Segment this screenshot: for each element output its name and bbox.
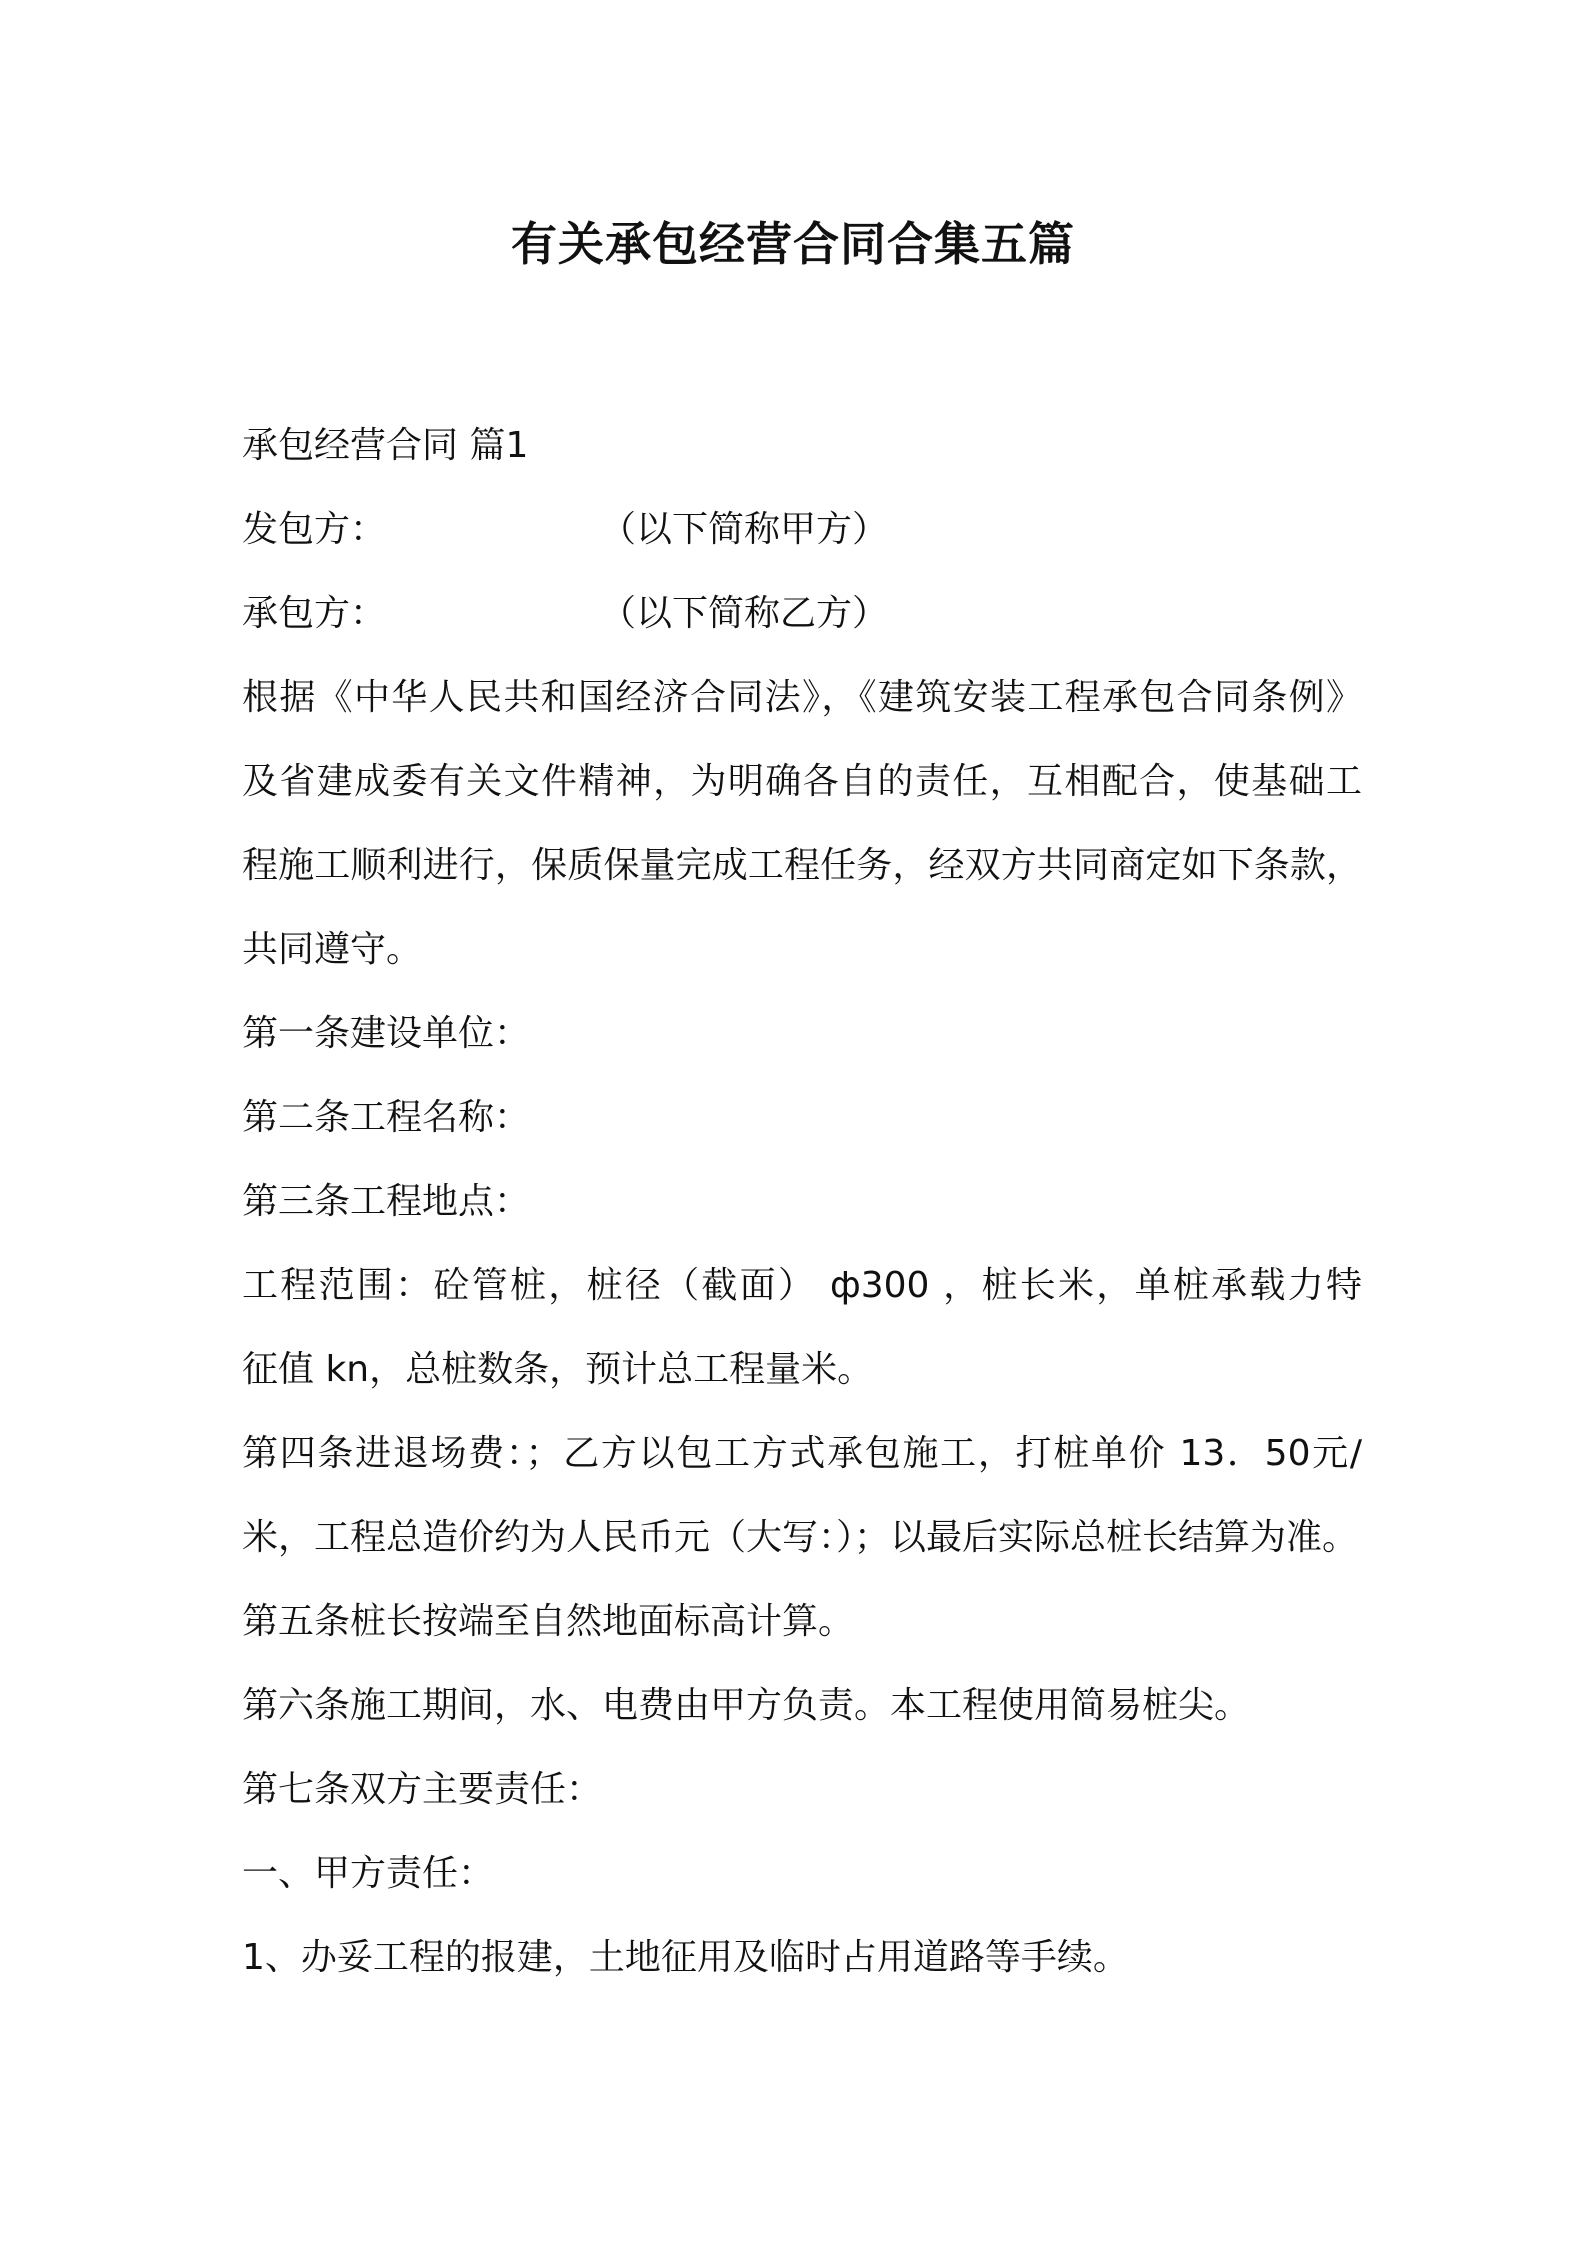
article-6: 第六条施工期间，水、电费由甲方负责。本工程使用简易桩尖。 — [242, 1685, 1251, 1726]
preamble-line: 程施工顺利进行，保质保量完成工程任务，经双方共同商定如下条款， — [242, 845, 1362, 886]
party-row-issuer — [242, 488, 1362, 572]
preamble-line: 根据《中华人民共和国经济合同法》，《建筑安装工程承包合同条例》 — [242, 677, 1362, 718]
party-a-heading: 一、甲方责任： — [242, 1853, 495, 1894]
party-label: 发包方： — [242, 509, 387, 550]
article-1: 第一条建设单位： — [242, 1013, 531, 1054]
article-5: 第五条桩长按端至自然地面标高计算。 — [242, 1601, 855, 1642]
party-a-item-1: 1、办妥工程的报建，土地征用及临时占用道路等手续。 — [242, 1937, 1129, 1978]
party-row-contractor — [242, 572, 1362, 656]
article-2: 第二条工程名称： — [242, 1097, 531, 1138]
document-title: 有关承包经营合同合集五篇 — [511, 217, 1075, 271]
party-note: （以下简称乙方） — [600, 593, 889, 634]
party-note: （以下简称甲方） — [600, 509, 889, 550]
document-body — [242, 404, 1362, 2000]
article-7: 第七条双方主要责任： — [242, 1769, 603, 1810]
article-4-line: 第四条进退场费：；乙方以包工方式承包施工，打桩单价 13．50元/ — [242, 1433, 1362, 1474]
party-label: 承包方： — [242, 593, 387, 634]
scope-line: 征值 kn，总桩数条，预计总工程量米。 — [242, 1349, 874, 1390]
article-4-line: 米，工程总造价约为人民币元（大写：）；以最后实际总桩长结算为准。 — [242, 1517, 1359, 1558]
preamble-line: 共同遵守。 — [242, 929, 423, 970]
section-heading: 承包经营合同 篇1 — [242, 425, 529, 466]
preamble-line: 及省建成委有关文件精神，为明确各自的责任，互相配合，使基础工 — [242, 761, 1362, 802]
article-3: 第三条工程地点： — [242, 1181, 531, 1222]
scope-line: 工程范围：砼管桩，桩径（截面） ф300 ，桩长米，单桩承载力特 — [242, 1265, 1362, 1306]
